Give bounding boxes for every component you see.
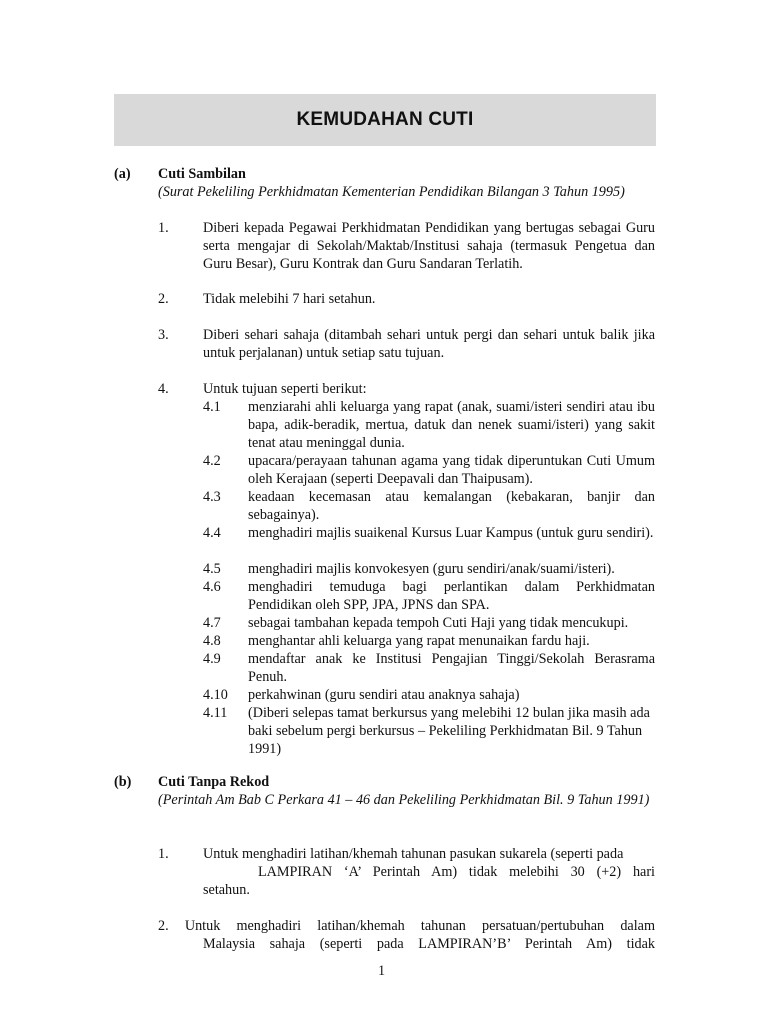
subitem-text: menziarahi ahli keluarga yang rapat (anak, suami/isteri sendiri atau ibu bapa, adik-beradik, mertua, datuk dan nenek suami/isteri) yang sakit tenat atau meninggal dunia.	[248, 399, 655, 451]
section-b-reference: (Perintah Am Bab C Perkara 41 – 46 dan Pekeliling Perkhidmatan Bil. 9 Tahun 1991)	[158, 792, 650, 808]
item-text-line: Untuk menghadiri latihan/khemah tahunan pasukan sukarela (seperti pada	[203, 846, 624, 862]
subitem-number: 4.8	[203, 633, 221, 649]
item-text: Diberi sehari sahaja (ditambah sehari untuk pergi dan sehari untuk balik jika untuk perjalanan) untuk setiap satu tujuan.	[203, 327, 655, 361]
item-number: 4.	[158, 381, 169, 397]
item-text-line: Malaysia sahaja (seperti pada LAMPIRAN’B’ Perintah Am) tidak	[203, 936, 655, 952]
subitem-text: mendaftar anak ke Institusi Pengajian Tinggi/Sekolah Berasrama Penuh.	[248, 651, 655, 685]
subitem-text: menghadiri majlis konvokesyen (guru sendiri/anak/suami/isteri).	[248, 561, 615, 577]
item-text: Untuk tujuan seperti berikut:	[203, 381, 367, 397]
page-title: KEMUDAHAN CUTI	[296, 109, 474, 130]
subitem-number: 4.3	[203, 489, 221, 505]
section-a-marker: (a)	[114, 166, 131, 182]
item-text-line: setahun.	[203, 882, 250, 898]
subitem-number: 4.10	[203, 687, 228, 703]
subitem-text: upacara/perayaan tahunan agama yang tidak diperuntukan Cuti Umum oleh Kerajaan (seperti Deepavali dan Thaipusam).	[248, 453, 655, 487]
subitem-number: 4.5	[203, 561, 221, 577]
item-text-line: LAMPIRAN ‘A’ Perintah Am) tidak melebihi 30 (+2) hari	[258, 864, 655, 880]
subitem-text: sebagai tambahan kepada tempoh Cuti Haji yang tidak mencukupi.	[248, 615, 629, 631]
item-number: 1.	[158, 846, 169, 862]
subitem-text: menghantar ahli keluarga yang rapat menunaikan fardu haji.	[248, 633, 590, 649]
page-number: 1	[378, 963, 386, 979]
item-text: Diberi kepada Pegawai Perkhidmatan Pendidikan yang bertugas sebagai Guru serta mengajar di Sekolah/Maktab/Institusi sahaja (termasuk Pengetua dan Guru Besar), Guru Kontrak dan Guru Sandaran Terlatih.	[203, 220, 655, 272]
item-text-line: 2. Untuk menghadiri latihan/khemah tahunan persatuan/pertubuhan dalam	[158, 918, 655, 934]
section-b-marker: (b)	[114, 774, 132, 790]
subitem-number: 4.7	[203, 615, 221, 631]
subitem-number: 4.11	[203, 705, 228, 721]
subitem-number: 4.2	[203, 453, 221, 469]
section-b-heading: Cuti Tanpa Rekod	[158, 774, 270, 790]
section-a-reference: (Surat Pekeliling Perkhidmatan Kementerian Pendidikan Bilangan 3 Tahun 1995)	[158, 184, 625, 200]
section-a-heading: Cuti Sambilan	[158, 166, 246, 182]
subitem-text: (Diberi selepas tamat berkursus yang melebihi 12 bulan jika masih ada baki sebelum pergi berkursus – Pekeliling Perkhidmatan Bil. 9 Tahun 1991)	[248, 705, 650, 757]
subitem-number: 4.4	[203, 525, 221, 541]
title-banner	[114, 94, 656, 146]
subitem-number: 4.6	[203, 579, 221, 595]
item-number: 1.	[158, 220, 169, 236]
subitem-number: 4.1	[203, 399, 221, 415]
item-number: 2.	[158, 291, 169, 307]
subitem-text: menghadiri majlis suaikenal Kursus Luar Kampus (untuk guru sendiri).	[248, 525, 654, 541]
item-text: Tidak melebihi 7 hari setahun.	[203, 291, 376, 307]
subitem-text: menghadiri temuduga bagi perlantikan dalam Perkhidmatan Pendidikan oleh SPP, JPA, JPNS dan SPA.	[248, 579, 655, 613]
subitem-text: keadaan kecemasan atau kemalangan (kebakaran, banjir dan sebagainya).	[248, 489, 655, 523]
item-number: 3.	[158, 327, 169, 343]
subitem-text: perkahwinan (guru sendiri atau anaknya sahaja)	[248, 687, 520, 703]
subitem-number: 4.9	[203, 651, 221, 667]
